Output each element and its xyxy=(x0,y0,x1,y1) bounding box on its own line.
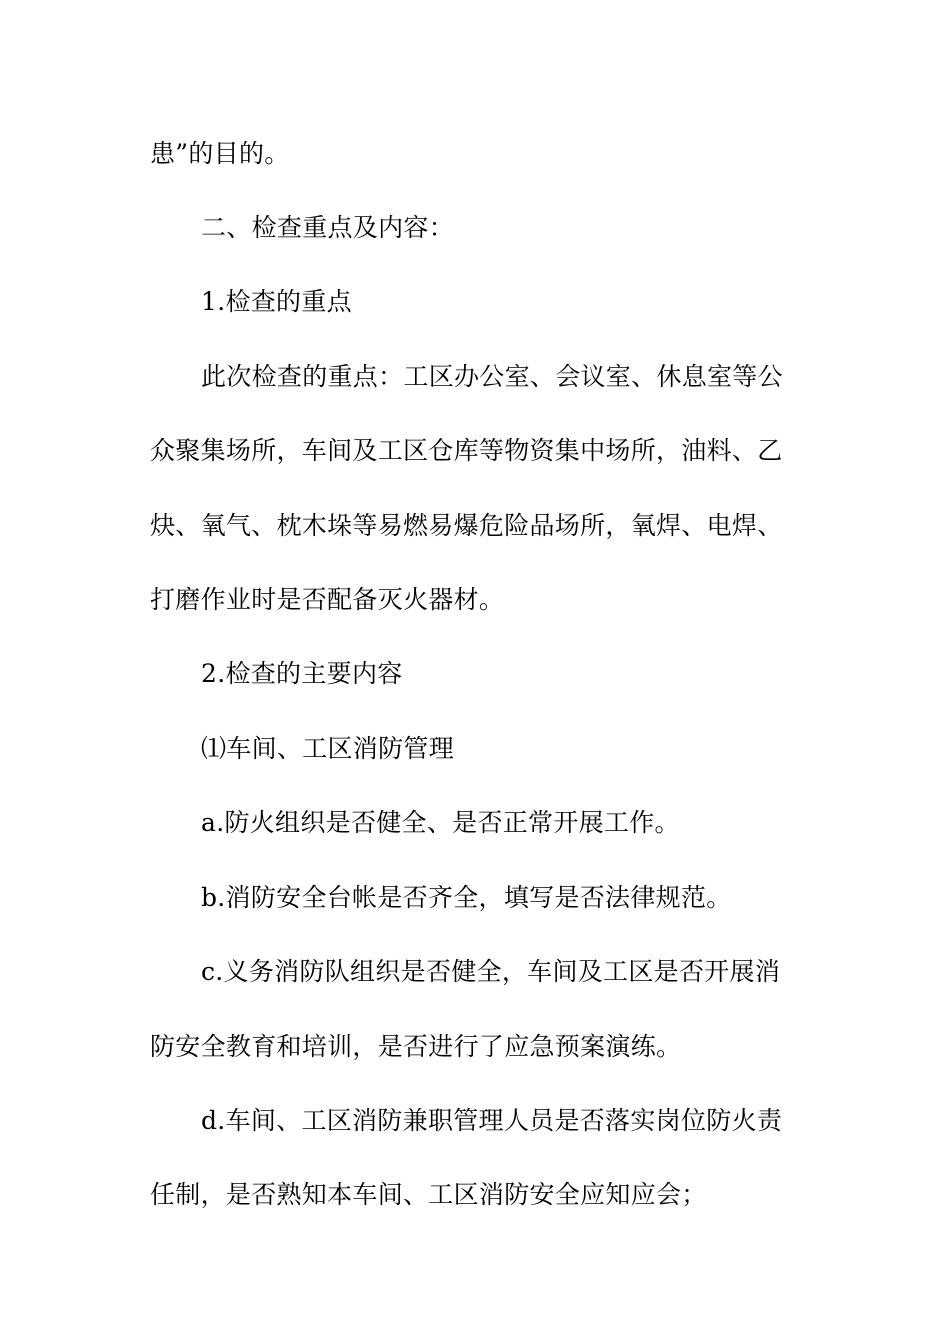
subsection-heading: 1.检查的重点 xyxy=(201,287,352,316)
paragraph-line: 炔、氧气、枕木垛等易燃易爆危险品场所，氧焊、电焊、 xyxy=(150,511,783,540)
list-heading: ⑴车间、工区消防管理 xyxy=(201,734,455,763)
paragraph-line: 此次检查的重点：工区办公室、会议室、休息室等公 xyxy=(201,362,783,391)
section-heading: 二、检查重点及内容： xyxy=(201,213,455,242)
paragraph-line: 众聚集场所，车间及工区仓库等物资集中场所，油料、乙 xyxy=(150,436,783,465)
paragraph-line: 打磨作业时是否配备灭火器材。 xyxy=(150,585,505,614)
list-item: c.义务消防队组织是否健全，车间及工区是否开展消 xyxy=(201,957,781,986)
list-item: a.防火组织是否健全、是否正常开展工作。 xyxy=(201,808,680,837)
subsection-heading: 2.检查的主要内容 xyxy=(201,659,403,688)
paragraph-line: 患”的目的。 xyxy=(150,139,290,168)
list-item: d.车间、工区消防兼职管理人员是否落实岗位防火责 xyxy=(201,1106,783,1135)
list-item-continuation: 防安全教育和培训，是否进行了应急预案演练。 xyxy=(150,1032,682,1061)
list-item: b.消防安全台帐是否齐全，填写是否法律规范。 xyxy=(201,883,732,912)
list-item-continuation: 任制，是否熟知本车间、工区消防安全应知应会； xyxy=(150,1180,707,1209)
